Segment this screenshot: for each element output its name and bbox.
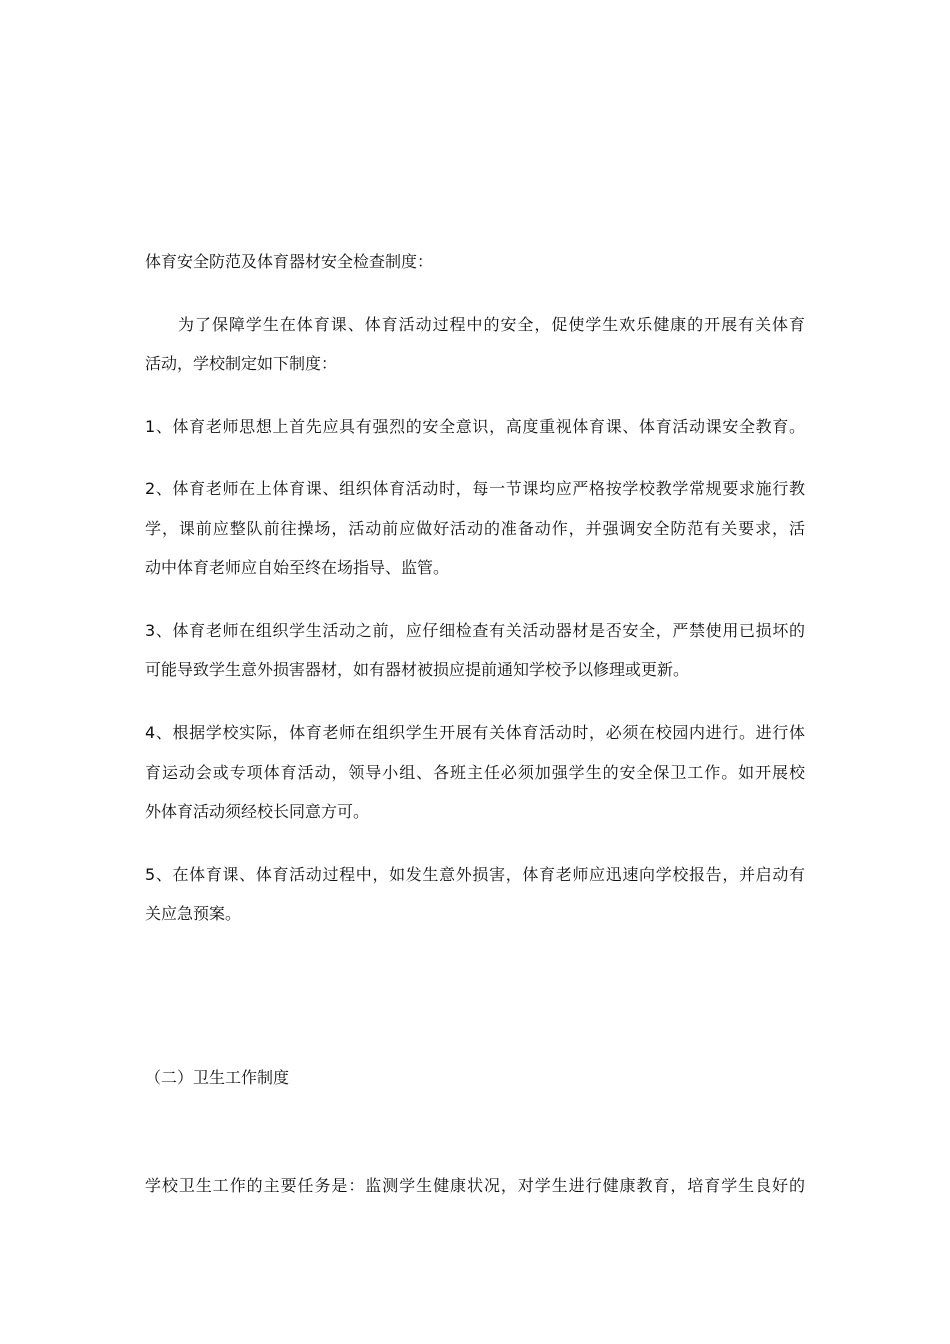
rule-3-line-1: 3、体育老师在组织学生活动之前，应仔细检查有关活动器材是否安全，严禁使用已损坏的	[145, 621, 805, 640]
rule-3-line-2: 可能导致学生意外损害器材，如有器材被损应提前通知学校予以修理或更新。	[145, 660, 690, 679]
rule-2-line-1: 2、体育老师在上体育课、组织体育活动时，每一节课均应严格按学校教学常规要求施行教	[145, 479, 805, 498]
rule-5-line-2: 关应急预案。	[145, 904, 242, 923]
intro-line-1: 为了保障学生在体育课、体育活动过程中的安全，促使学生欢乐健康的开展有关体育	[178, 315, 805, 334]
subsection-title: （二）卫生工作制度	[145, 1068, 290, 1087]
rule-4-line-1: 4、根据学校实际，体育老师在组织学生开展有关体育活动时，必须在校园内进行。进行体	[145, 723, 805, 742]
section-title: 体育安全防范及体育器材安全检查制度：	[145, 252, 434, 271]
rule-1-line-1: 1、体育老师思想上首先应具有强烈的安全意识，高度重视体育课、体育活动课安全教育。	[145, 417, 805, 436]
rule-2-line-3: 动中体育老师应自始至终在场指导、监管。	[145, 558, 450, 577]
rule-2-line-2: 学，课前应整队前往操场，活动前应做好活动的准备动作，并强调安全防范有关要求，活	[145, 519, 805, 538]
hygiene-line-1: 学校卫生工作的主要任务是：监测学生健康状况，对学生进行健康教育，培育学生良好的	[145, 1176, 805, 1195]
rule-5-line-1: 5、在体育课、体育活动过程中，如发生意外损害，体育老师应迅速向学校报告，并启动有	[145, 865, 805, 884]
intro-line-2: 活动，学校制定如下制度：	[145, 354, 338, 373]
rule-4-line-3: 外体育活动须经校长同意方可。	[145, 802, 370, 821]
rule-4-line-2: 育运动会或专项体育活动，领导小组、各班主任必须加强学生的安全保卫工作。如开展校	[145, 763, 805, 782]
